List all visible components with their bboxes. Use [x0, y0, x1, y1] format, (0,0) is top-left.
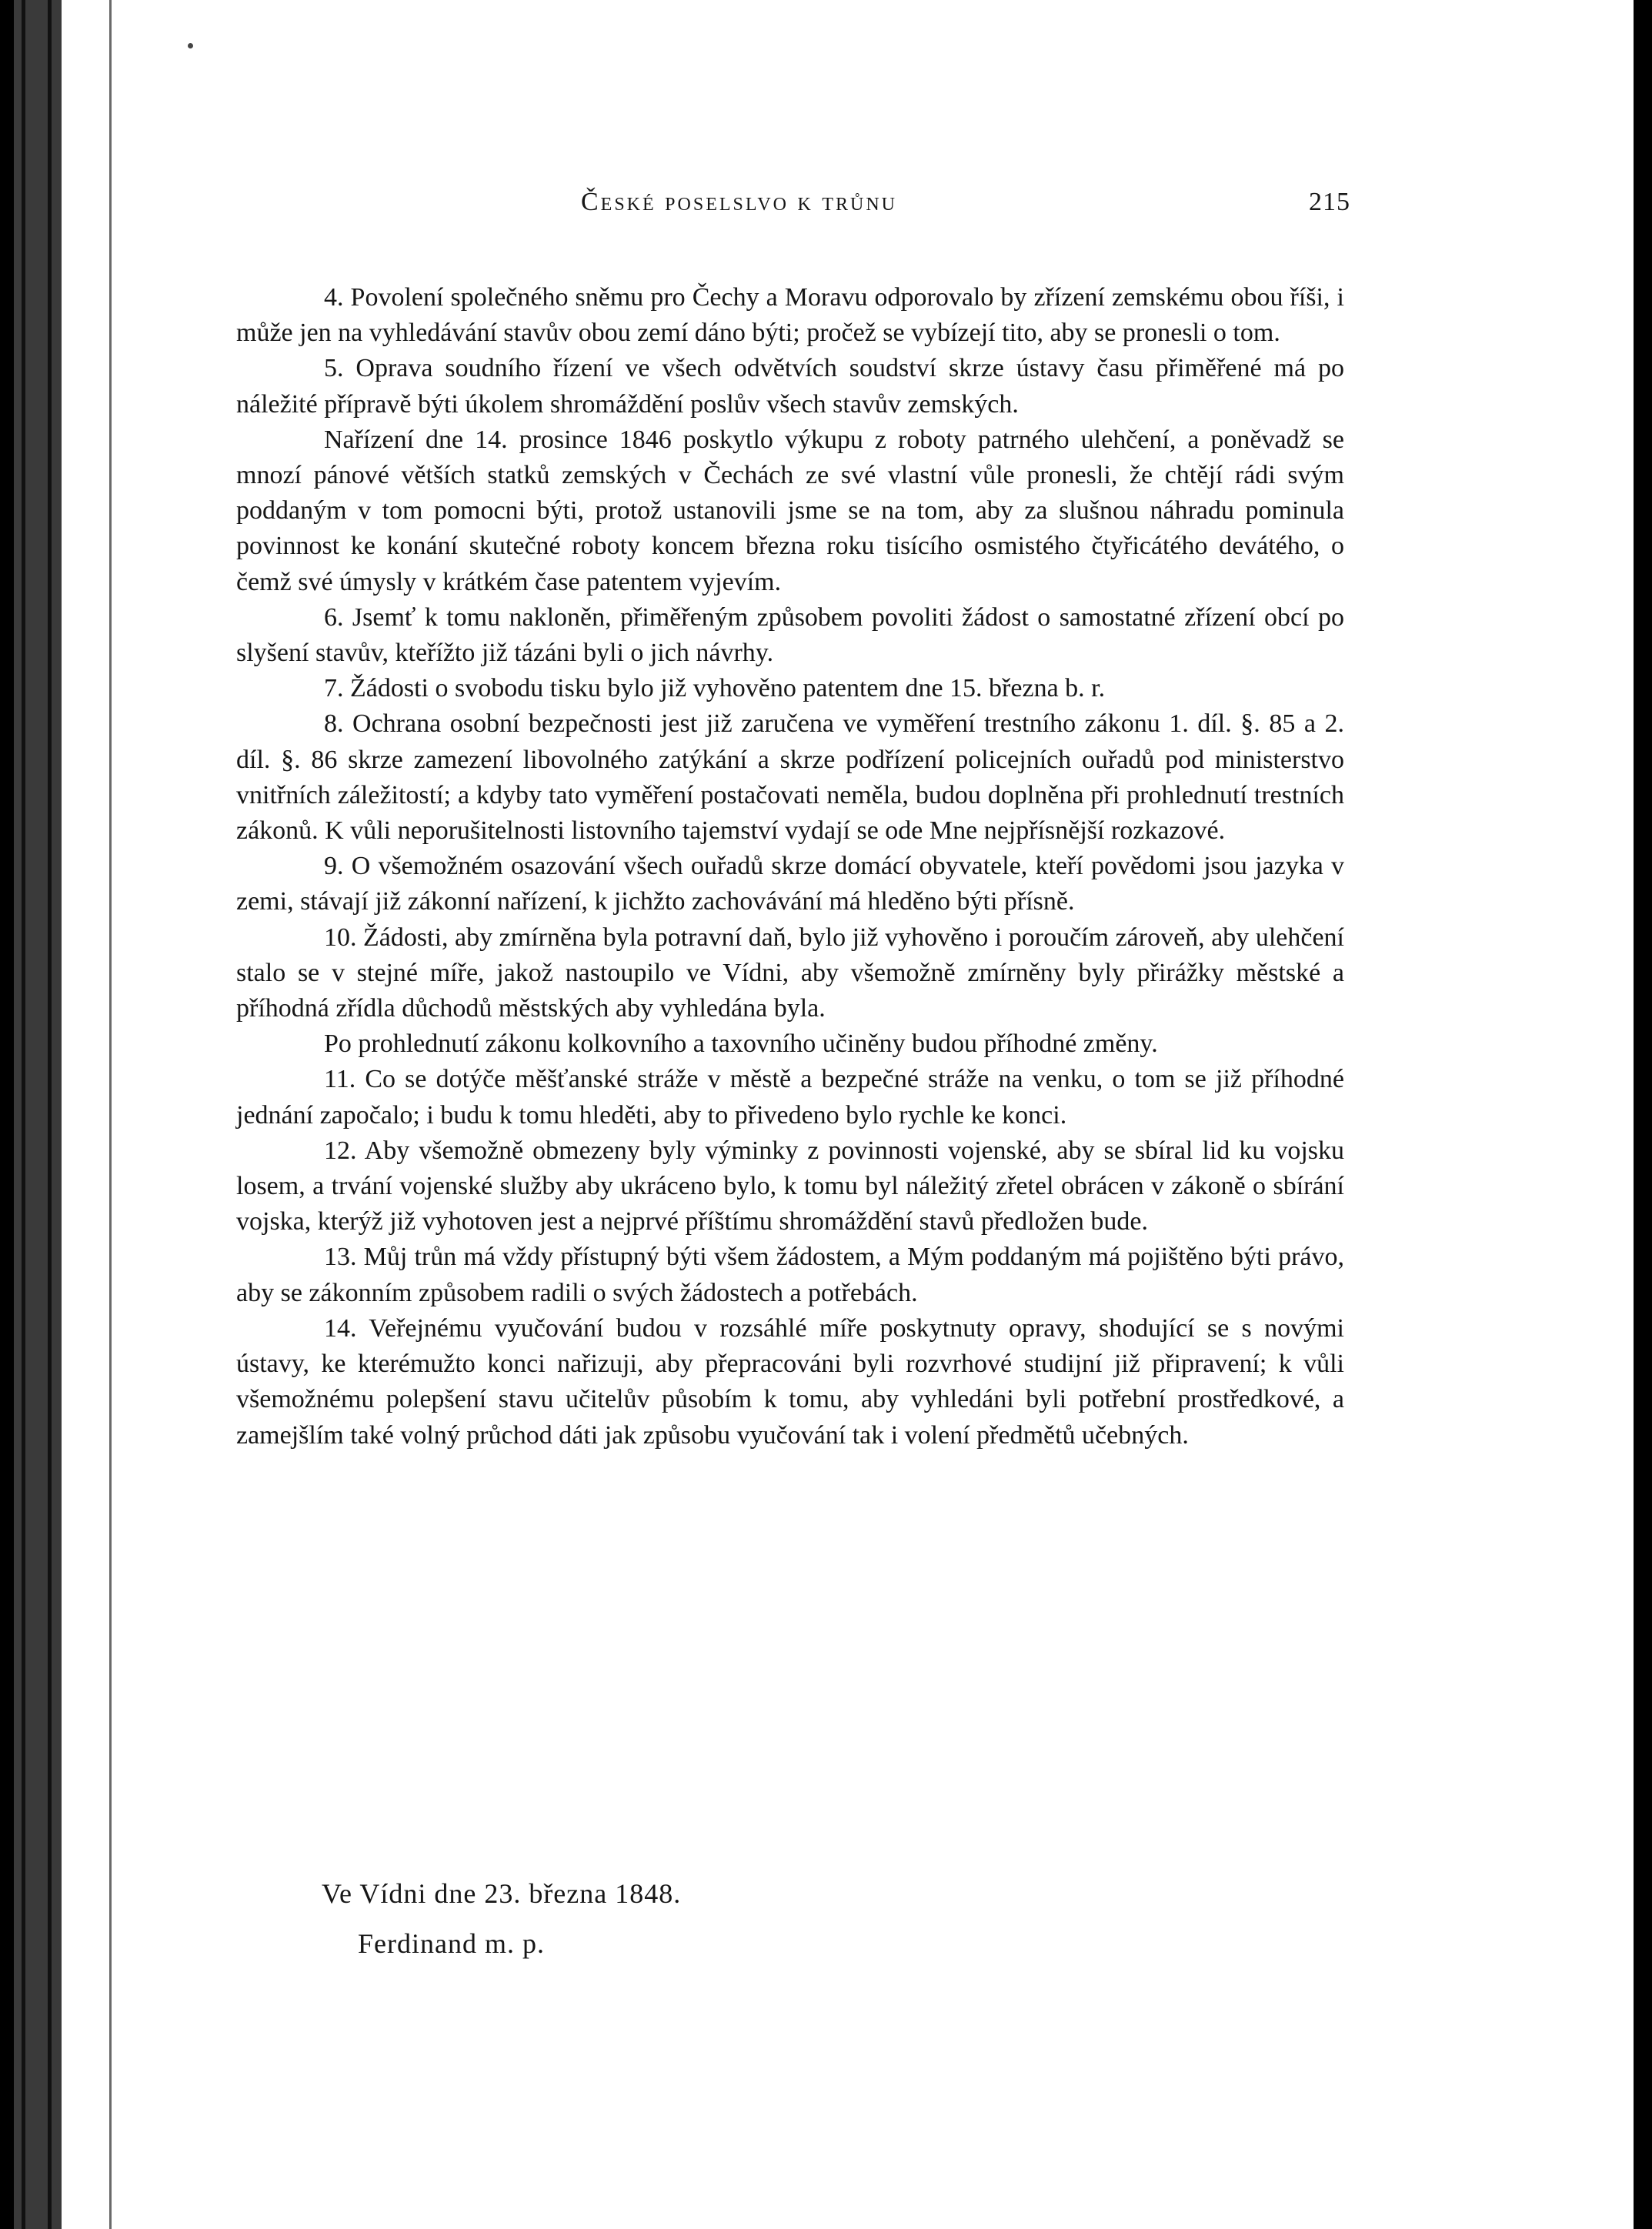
paragraph-6: 6. Jsemť k tomu nakloněn, přiměřeným způsobem povoliti žádost o samostatné zřízení obcí po slyšení stavův, kteřížto již tázáni byli o jich návrhy. — [236, 602, 1344, 668]
paragraph-11: 11. Co se dotýče měšťanské stráže v městě a bezpečné stráže na venku, o tom se již příhodné jednání započalo; i budu k tomu hleděti, aby to přivedeno bylo rychle ke konci. — [236, 1065, 1344, 1130]
paragraph-4: 4. Povolení společného sněmu pro Čechy a Moravu odporovalo by zřízení zemskému obou říši, i může jen na vyhledávání stavův obou zemí dáno býti; pročež se vybízejí tito, aby se pronesli o tom. — [236, 283, 1344, 348]
scan-speck — [188, 43, 193, 48]
scan-left-edge — [0, 0, 14, 2229]
paragraph-5: 5. Oprava soudního řízení ve všech odvětvích soudství skrze ústavy času přiměřené má po náležité přípravě býti úkolem shromáždění poslův všech stavův zemských. — [236, 354, 1344, 419]
binding-rule — [22, 0, 25, 2229]
paragraph-kolky: Po prohlednutí zákonu kolkovního a taxovního učiněny budou příhodné změny. — [324, 1029, 1158, 1059]
scan-binding-shadow — [14, 0, 62, 2229]
signature: Ferdinand m. p. — [358, 1928, 545, 1959]
running-title: České poselslvo k trůnu — [581, 188, 897, 216]
paragraph-9: 9. O všemožném osazování všech ouřadů skrze domácí obyvatele, kteří povědomi jsou jazyka v zemi, stávají již zákonní nařízení, k jichžto zachovávání má hleděno býti přísně. — [236, 852, 1344, 916]
page-header — [231, 188, 1350, 225]
paragraph-10: 10. Žádosti, aby zmírněna byla potravní daň, bylo již vyhověno i poroučím zároveň, aby ulehčení stalo se v stejné míře, jakož nastoupilo ve Vídni, aby všemožně zmírněny byly přirážky městské a příhodná zřídla důchodů městských aby vyhledána byla. — [236, 923, 1344, 1023]
body-text — [236, 280, 1344, 1453]
paragraph-8: 8. Ochrana osobní bezpečnosti jest již zaručena ve vyměření trestního zákonu 1. díl. §. 85 a 2. díl. §. 86 skrze zamezení libovolného zatýkání a skrze podřízení policejních ouřadů pod ministerstvo vnitřních záležitostí; a kdyby tato vyměření postačovati neměla, budou doplněna při prohlednutí trestních zákonů. K vůli neporušitelnosti listovního tajemství vydají se ode Mne nejpřísnější rozkazové. — [236, 709, 1344, 846]
paragraph-13: 13. Můj trůn má vždy přístupný býti všem žádostem, a Mým poddaným má pojištěno býti právo, aby se zákonním způsobem radili o svých žádostech a potřebách. — [236, 1243, 1344, 1307]
paragraph-12: 12. Aby všemožně obmezeny byly výminky z povinnosti vojenské, aby se sbíral lid ku vojsku losem, a trvání vojenské služby aby ukráceno bylo, k tomu byl náležitý zřetel obrácen v zákoně o sbírání vojska, kterýž již vyhotoven jest a nejprvé příštímu shromáždění stavů předložen bude. — [236, 1136, 1344, 1236]
page-number: 215 — [1309, 188, 1350, 216]
dateline: Ve Vídni dne 23. března 1848. — [322, 1878, 682, 1909]
paragraph-7: 7. Žádosti o svobodu tisku bylo již vyhověno patentem dne 15. března b. r. — [324, 674, 1106, 703]
paragraph-robota: Nařízení dne 14. prosince 1846 poskytlo výkupu z roboty patrného ulehčení, a poněvadž se mnozí pánové větších statků zemských v Čechách ze své vlastní vůle pronesli, že chtějí rádi svým poddaným v tom pomocni býti, protož ustanovili jsme se na tom, aby za slušnou náhradu pominula povinnost ke konání skutečné roboty koncem března roku tisícího osmistého čtyřicátého devátého, o čemž své úmysly v krátkém čase patentem vyjevím. — [236, 425, 1344, 596]
scan-right-edge — [1634, 0, 1652, 2229]
page-gutter-line — [109, 0, 112, 2229]
binding-rule — [48, 0, 52, 2229]
paragraph-14: 14. Veřejnému vyučování budou v rozsáhlé míře poskytnuty opravy, shodující se s novými ústavy, ke kterémužto konci nařizuji, aby přepracováni byli rozvrhové studijní již připravení; k vůli všemožnému polepšení stavu učitelův působím k tomu, aby vyhledáni byli potřební prostředkové, a zamejšlím také volný průchod dáti jak způsobu vyučování tak i volení předmětů učebných. — [236, 1313, 1344, 1450]
